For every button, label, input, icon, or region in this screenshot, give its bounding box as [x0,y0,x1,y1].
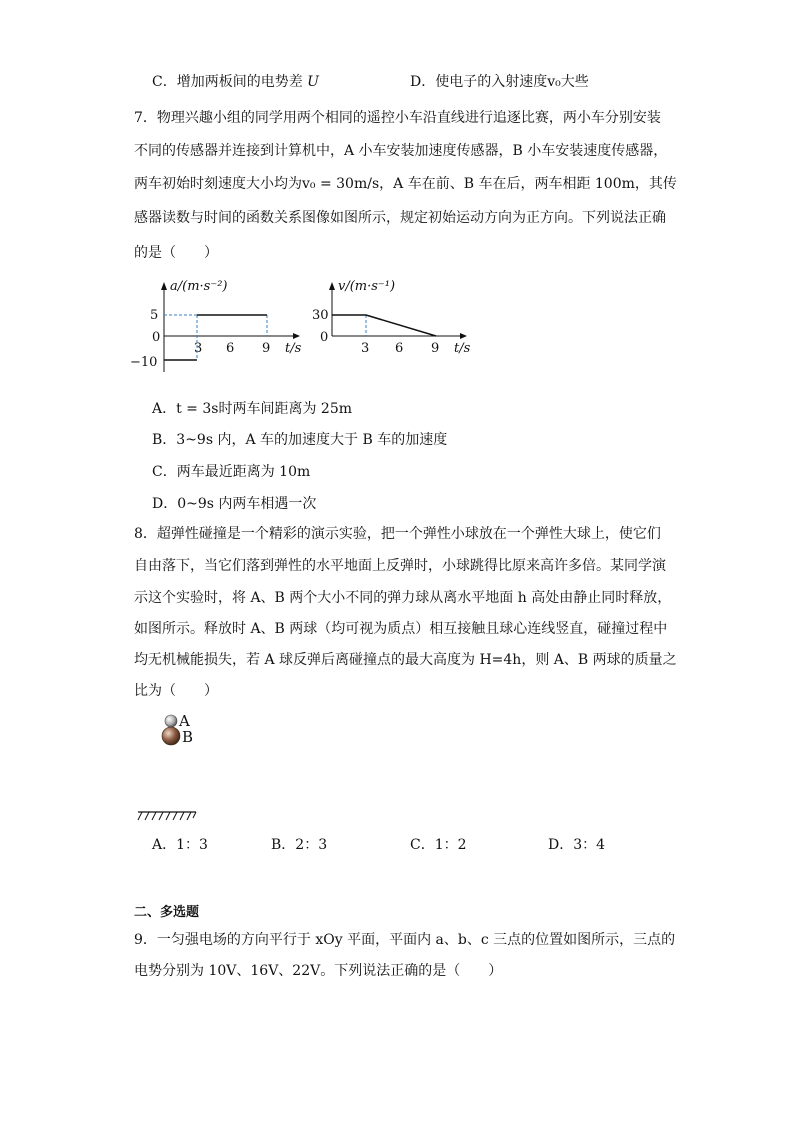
velocity-time-graph [308,274,478,364]
q7-option-d: D．0~9s 内两车相遇一次 [152,496,317,512]
ball-b [162,727,180,745]
q8-option-d: D．3：4 [548,837,606,853]
balls-figure [158,708,218,754]
accel-xtick-3: 3 [194,341,203,356]
ground-hatch [136,810,200,824]
q8-line-4: 如图所示。释放时 A、B 两球（均可视为质点）相互接触且球心连线竖直，碰撞过程中 [134,621,668,637]
q9-line-2: 电势分别为 10V、16V、22V。下列说法正确的是（ ） [134,963,503,979]
q8-option-a: A．1：3 [152,837,208,853]
ball-a [165,715,177,727]
q6-option-c: C．增加两板间的电势差 U [152,74,319,90]
accel-y-label: a/(m·s⁻²) [170,279,228,294]
q8-line-6: 比为（ ） [134,683,218,699]
accel-ytick-neg10: −10 [130,355,158,370]
accel-time-graph [128,274,313,384]
velocity-y-arrow [329,282,335,290]
velocity-seg-decline [366,315,436,336]
section-title: 二、多选题 [134,905,200,920]
q7-option-b: B．3~9s 内，A 车的加速度大于 B 车的加速度 [152,432,448,448]
velocity-xtick-6: 6 [395,341,404,356]
q7-line-5: 的是（ ） [134,245,218,261]
velocity-x-label: t/s [454,341,471,356]
q9-line-1: 9．一匀强电场的方向平行于 xOy 平面，平面内 a、b、c 三点的位置如图所示，三点的 [134,932,676,948]
q6-option-c-var: U [307,74,319,90]
q7-line-4: 感器读数与时间的函数关系图像如图所示，规定初始运动方向为正方向。下列说法正确 [134,210,666,226]
accel-xtick-9: 9 [262,341,271,356]
accel-xtick-6: 6 [226,341,235,356]
q8-option-b: B．2：3 [271,837,328,853]
velocity-xtick-9: 9 [431,341,440,356]
q6-option-d: D．使电子的入射速度v₀大些 [410,74,589,90]
q8-line-5: 均无机械能损失，若 A 球反弹后离碰撞点的最大高度为 H=4h，则 A、B 两球的质量之 [134,652,677,668]
q7-line-3: 两车初始时刻速度大小均为v₀ = 30m/s，A 车在前、B 车在后，两车相距 100m，其传 [134,176,677,192]
q8-option-c: C．1：2 [410,837,467,853]
velocity-x-arrow [460,333,467,339]
q8-line-1: 8．超弹性碰撞是一个精彩的演示实验，把一个弹性小球放在一个弹性大球上，使它们 [134,526,661,542]
velocity-ytick-30: 30 [312,308,329,323]
ball-a-label: A [179,712,190,730]
q8-line-3: 示这个实验时，将 A、B 两个大小不同的弹力球从离水平地面 h 高处由静止同时释放， [134,590,672,606]
velocity-xtick-3: 3 [361,341,370,356]
accel-y-arrow [161,282,167,290]
q7-option-a: A．t = 3s时两车间距离为 25m [152,401,352,417]
q7-option-c: C．两车最近距离为 10m [152,464,311,480]
accel-x-label: t/s [285,341,302,356]
q8-line-2: 自由落下，当它们落到弹性的水平地面上反弹时，小球跳得比原来高许多倍。某同学演 [134,558,666,574]
velocity-y-label: v/(m·s⁻¹) [338,279,396,294]
velocity-ytick-0: 0 [320,330,329,345]
accel-x-arrow [293,333,300,339]
q7-line-1: 7．物理兴趣小组的同学用两个相同的遥控小车沿直线进行追逐比赛，两小车分别安装 [134,110,661,126]
accel-ytick-5: 5 [150,308,159,323]
accel-ytick-0: 0 [152,330,161,345]
q7-line-2: 不同的传感器并连接到计算机中，A 小车安装加速度传感器，B 小车安装速度传感器， [134,143,668,159]
ball-b-label: B [182,728,194,746]
